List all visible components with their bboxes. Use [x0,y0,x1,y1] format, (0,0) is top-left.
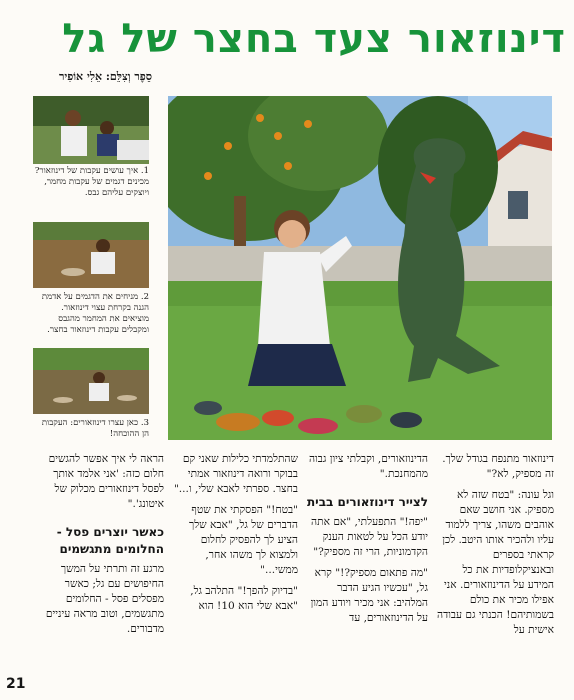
paragraph: "בדיוק להפך!" התלהב גל, "אבא שלי הוא 10! הוא [190,585,298,612]
section-heading: לצייר דינוזאורים בבית [306,495,428,509]
paragraph: שהתלמדתי כלילות שאני קם בבוקר ורואה דינוזאור אמתי בחצר. ספרתי לאבא שלי, ו..." [173,453,298,495]
author-credit: סֵפֶר וְצִלֵּם: אֵלִי אוֹפִיר [58,70,152,83]
article-title: דינוזאור צעד בחצר של גל [62,16,566,62]
paragraph: הדינוזאורים, וקבלתי ציון גבוה מהמחנכת." [308,453,428,480]
photo-caption-2: 2. מניחים את הדגמים על אדמת הגנה בקרחת עצוי דינוזאור. מוציאים את המחמר מהגבס ומקבלים עקבות דינוזאור בחצר. [41,292,149,335]
paragraph: "בטח!" הפסקתי את שטף הדברים של גל, "אבא שלך הציע לך להפסיק לחלום ולמצוא לך משהו אחר, ממשי..." [189,504,298,576]
side-photo-3 [33,348,149,414]
section-heading: כאשר יוצרים פסל - החלומים מתגשמים [56,525,164,556]
text-column-1 [436,452,554,638]
photo-caption-1: 1. איך עושים עקבות של דינוזאור? מכינים דגמים של עקבות מחמר, ויוצקים עליהם גבס. [34,166,149,198]
paragraph: "יפה!" התפעלתי, "אם אתה יודע הכל על לטאות הענק הקדמוניות, הרי זה מספיק?" [311,516,428,558]
paragraph: דינוזאור מתנפח בגודל שלך. זה מספיק, לא?" [442,453,554,480]
page-number: 21 [6,676,26,692]
side-photo-1 [33,96,149,164]
text-column-4 [32,452,164,637]
main-photo [168,96,552,440]
text-column-2 [306,452,428,626]
paragraph: וגל עונה: "בטח שזה לא מספיק. אני חושב שאם אוהבים משהו, צריך ללמוד עליו ולהכיר אותו היטב. לכן קראתי בספרים ובאנציקלופדיות את כל המידע על הדינוזאורים. אני אפילו מכיר את כולם בשמותיהם! הכנתי גם עבודה אישית על [437,489,554,636]
side-photo-2 [33,222,149,288]
paragraph: "מה פתאום מספיק?!" קרא גל, "עכשיו הגיע הדבר המלהיב: אני מכיר ויודע המון על הדינוזאורים, עד [310,567,428,624]
paragraph: הראה לי איך אפשר להגשים חלום כזה: 'אני אלמד אותך לפסל דינוזאורים מכלוק של איטונג'." [48,453,164,510]
photo-caption-3: 3. כאן עצרו דינוזאורים: העקבות הן ההוכחה! [41,418,149,439]
paragraph: מרגע זה ותרתי על המשך החיפושים עם גל; כאשר מפסלים פסל - החלומים מתגשמים, וטוב מראה עיניים מדבורים. [45,563,164,635]
text-column-3 [172,452,298,614]
